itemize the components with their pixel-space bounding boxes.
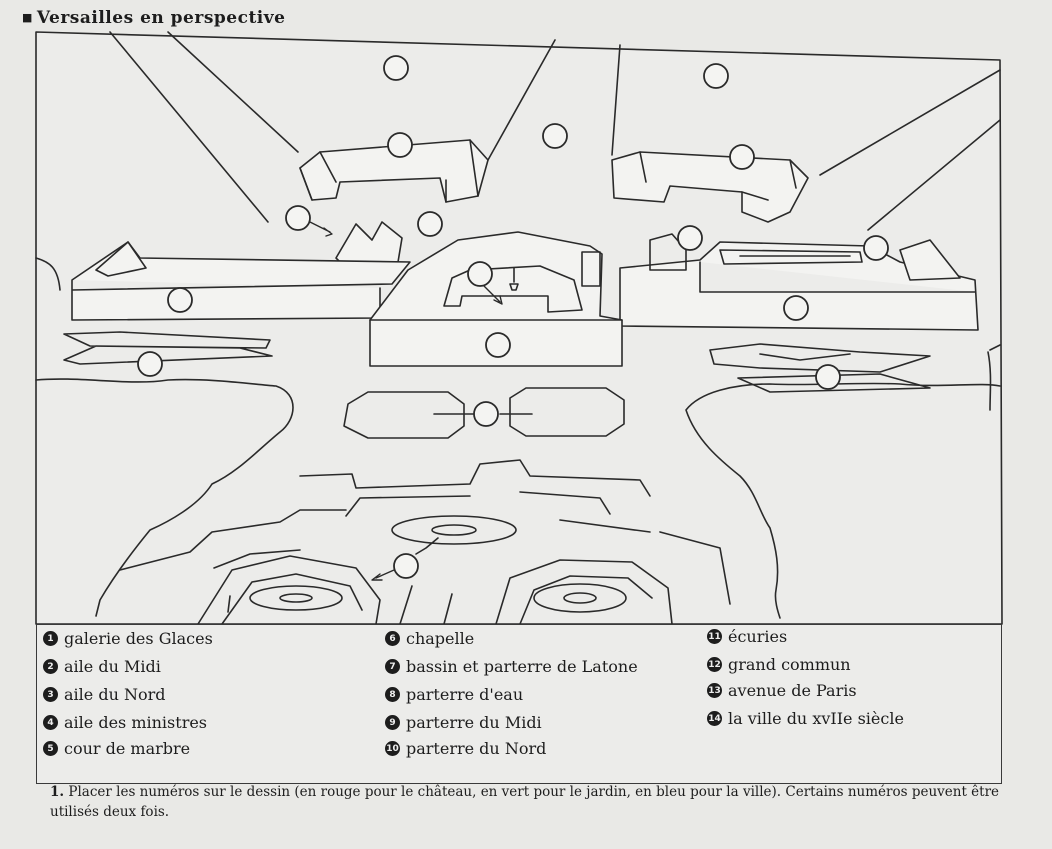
circle-9	[864, 236, 888, 260]
circle-3	[388, 133, 412, 157]
legend-number-badge: 11	[707, 629, 722, 644]
legend-number-badge: 7	[385, 659, 400, 674]
circle-16	[474, 402, 498, 426]
legend-number-badge: 3	[43, 687, 58, 702]
circle-6	[286, 206, 310, 230]
legend-item-4: 4 aile des ministres	[43, 713, 207, 732]
legend-number-badge: 14	[707, 711, 722, 726]
legend-item-9: 9 parterre du Midi	[385, 713, 542, 732]
legend-number-badge: 4	[43, 715, 58, 730]
circle-8	[678, 226, 702, 250]
legend-item-6: 6 chapelle	[385, 629, 474, 648]
circle-14	[138, 352, 162, 376]
legend-item-14: 14 la ville du xvIIe siècle	[708, 709, 904, 728]
legend-item-5: 5 cour de marbre	[43, 739, 190, 758]
circle-15	[816, 365, 840, 389]
circle-17	[394, 554, 418, 578]
instruction-body: Placer les numéros sur le dessin (en rouge pour le château, en vert pour le jardin, en bleu pour la ville). Certains numéros peuvent être utilisés deux fois.	[50, 784, 1000, 820]
legend-item-13: 13 avenue de Paris	[708, 681, 857, 700]
instruction-text	[50, 782, 1010, 822]
legend-item-7: 7 bassin et parterre de Latone	[385, 657, 638, 676]
legend-item-10: 10 parterre du Nord	[386, 739, 547, 758]
legend-item-11: 11 écuries	[708, 627, 788, 646]
legend-item-12: 12 grand commun	[708, 655, 851, 674]
legend-item-1: 1 galerie des Glaces	[43, 629, 213, 648]
page-title: ■ Versailles en perspective	[22, 8, 286, 28]
legend-item-2: 2 aile du Midi	[43, 657, 161, 676]
circle-7	[418, 212, 442, 236]
legend-number-badge: 6	[385, 631, 400, 646]
legend-number-badge: 5	[43, 741, 58, 756]
legend-number-badge: 1	[43, 631, 58, 646]
circle-10	[468, 262, 492, 286]
legend-item-3: 3 aile du Nord	[43, 685, 165, 704]
circle-1	[384, 56, 408, 80]
circle-13	[486, 333, 510, 357]
title-bullet-icon: ■	[22, 11, 33, 24]
legend-number-badge: 13	[707, 683, 722, 698]
legend-number-badge: 9	[385, 715, 400, 730]
legend-number-badge: 2	[43, 659, 58, 674]
legend-number-badge: 8	[385, 687, 400, 702]
legend-number-badge: 10	[385, 741, 400, 756]
instruction-number: 1.	[50, 784, 65, 800]
circle-12	[784, 296, 808, 320]
legend-box	[36, 624, 1002, 784]
circle-5	[730, 145, 754, 169]
circle-4	[543, 124, 567, 148]
legend-item-8: 8 parterre d'eau	[385, 685, 523, 704]
circle-2	[704, 64, 728, 88]
circle-11	[168, 288, 192, 312]
legend-number-badge: 12	[707, 657, 722, 672]
